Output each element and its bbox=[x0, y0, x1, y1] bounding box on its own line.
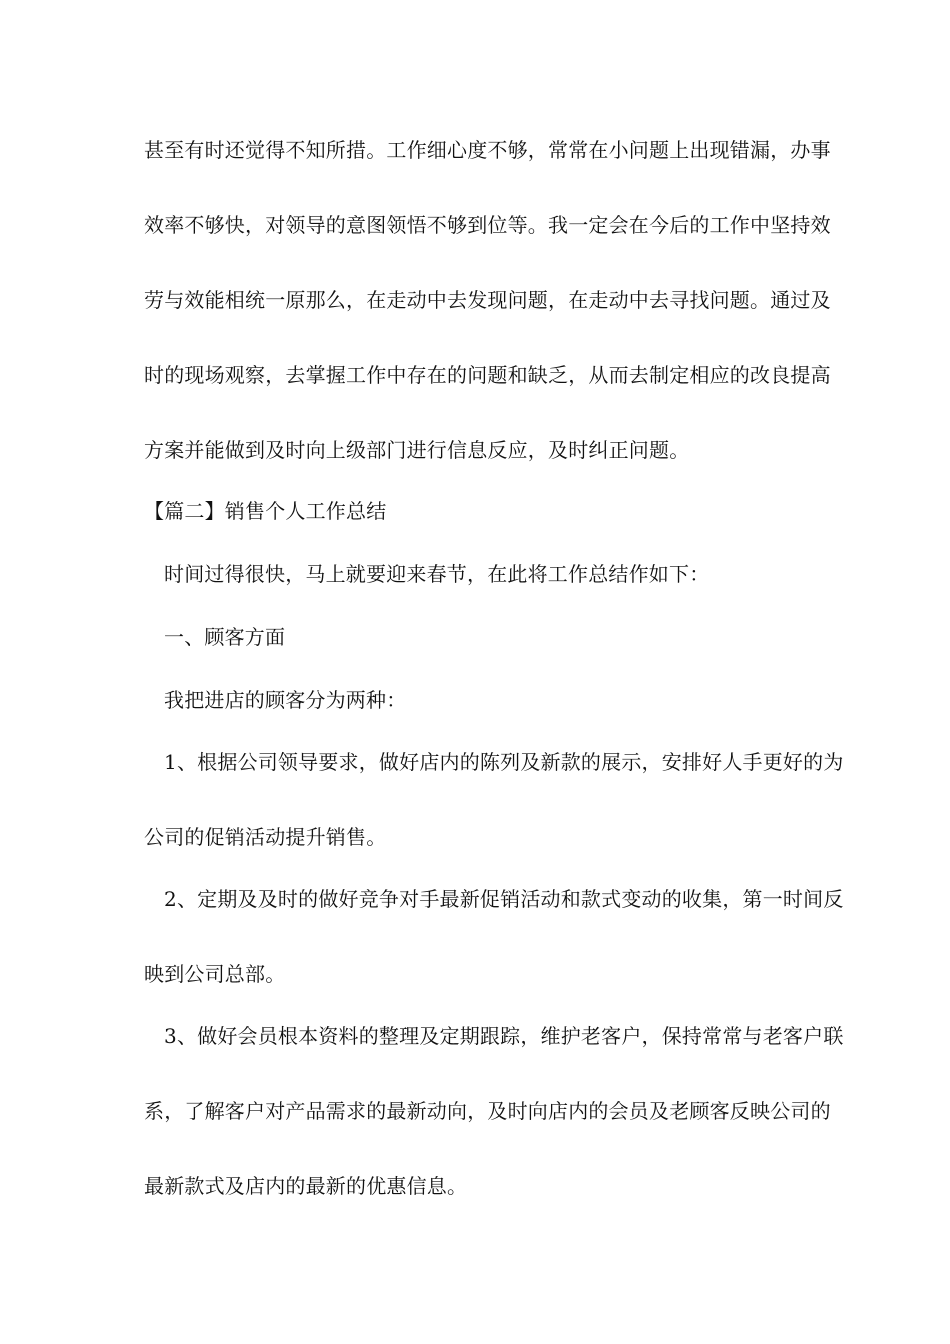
paragraph-line: 劳与效能相统一原那么，在走动中去发现问题，在走动中去寻找问题。通过及 bbox=[144, 288, 831, 312]
subheading: 一、顾客方面 bbox=[164, 625, 286, 649]
intro-paragraph: 时间过得很快，马上就要迎来春节，在此将工作总结作如下： bbox=[164, 562, 710, 586]
list-item-text: 、做好会员根本资料的整理及定期跟踪，维护老客户，保持常常与老客户联 bbox=[176, 1024, 844, 1048]
section-heading: 【篇二】销售个人工作总结 bbox=[144, 499, 387, 523]
paragraph-line: 甚至有时还觉得不知所措。工作细心度不够，常常在小问题上出现错漏，办事 bbox=[144, 138, 831, 162]
lead-paragraph: 我把进店的顾客分为两种： bbox=[164, 688, 407, 712]
list-item bbox=[164, 748, 844, 776]
list-item bbox=[164, 885, 844, 913]
paragraph-line: 方案并能做到及时向上级部门进行信息反应，及时纠正问题。 bbox=[144, 438, 690, 462]
list-item-text: 、定期及及时的做好竞争对手最新促销活动和款式变动的收集，第一时间反 bbox=[176, 887, 844, 911]
list-item-number: 3 bbox=[164, 1024, 177, 1048]
list-item-text: 、根据公司领导要求，做好店内的陈列及新款的展示，安排好人手更好的为 bbox=[176, 750, 844, 774]
list-item-number: 2 bbox=[164, 887, 177, 911]
list-item bbox=[164, 1022, 844, 1050]
list-item-continuation: 映到公司总部。 bbox=[144, 962, 286, 986]
list-item-continuation: 最新款式及店内的最新的优惠信息。 bbox=[144, 1174, 468, 1198]
list-item-number: 1 bbox=[164, 750, 177, 774]
list-item-continuation: 系，了解客户对产品需求的最新动向，及时向店内的会员及老顾客反映公司的 bbox=[144, 1099, 831, 1123]
list-item-continuation: 公司的促销活动提升销售。 bbox=[144, 825, 387, 849]
paragraph-line: 时的现场观察，去掌握工作中存在的问题和缺乏，从而去制定相应的改良提高 bbox=[144, 363, 831, 387]
paragraph-line: 效率不够快，对领导的意图领悟不够到位等。我一定会在今后的工作中坚持效 bbox=[144, 213, 831, 237]
